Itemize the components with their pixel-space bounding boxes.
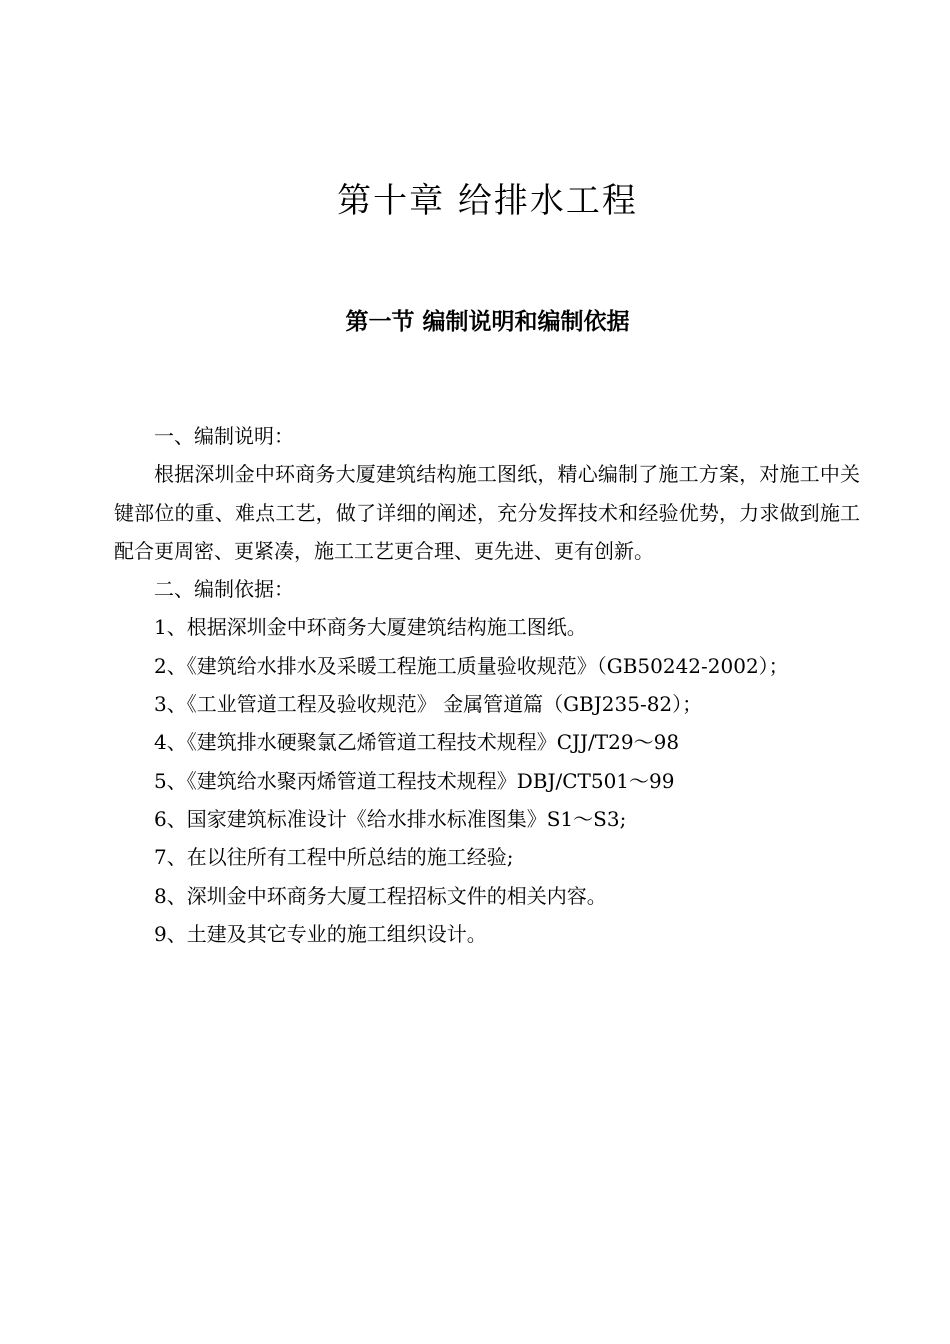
- basis-item-8: 8、深圳金中环商务大厦工程招标文件的相关内容。: [154, 883, 607, 908]
- section-title: 第一节 编制说明和编制依据: [345, 309, 630, 335]
- basis-item-7: 7、在以往所有工程中所总结的施工经验;: [154, 845, 514, 870]
- part1-heading: 一、编制说明：: [154, 424, 294, 448]
- part1-paragraph: 根据深圳金中环商务大厦建筑结构施工图纸，精心编制了施工方案，对施工中关键部位的重、难点工艺，做了详细的阐述，充分发挥技术和经验优势，力求做到施工配合更周密、更紧凑，施工工艺更合理、更先进、更有创新。: [114, 462, 860, 563]
- basis-item-6: 6、国家建筑标准设计《给水排水标准图集》S1～S3;: [154, 806, 627, 831]
- part2-heading: 二、编制依据：: [154, 577, 294, 602]
- basis-item-2: 2、《建筑给水排水及采暖工程施工质量验收规范》（GB50242-2002）；: [154, 653, 789, 678]
- basis-item-5: 5、《建筑给水聚丙烯管道工程技术规程》DBJ/CT501～99: [154, 768, 675, 793]
- basis-item-3: 3、《工业管道工程及验收规范》 金属管道篇（GBJ235-82）；: [154, 692, 703, 717]
- basis-item-9: 9、土建及其它专业的施工组织设计。: [154, 921, 487, 946]
- basis-item-1: 1、根据深圳金中环商务大厦建筑结构施工图纸。: [154, 615, 587, 640]
- basis-item-4: 4、《建筑排水硬聚氯乙烯管道工程技术规程》CJJ/T29～98: [154, 730, 680, 755]
- document-body: [114, 417, 860, 953]
- chapter-title: 第十章 给排水工程: [337, 181, 638, 221]
